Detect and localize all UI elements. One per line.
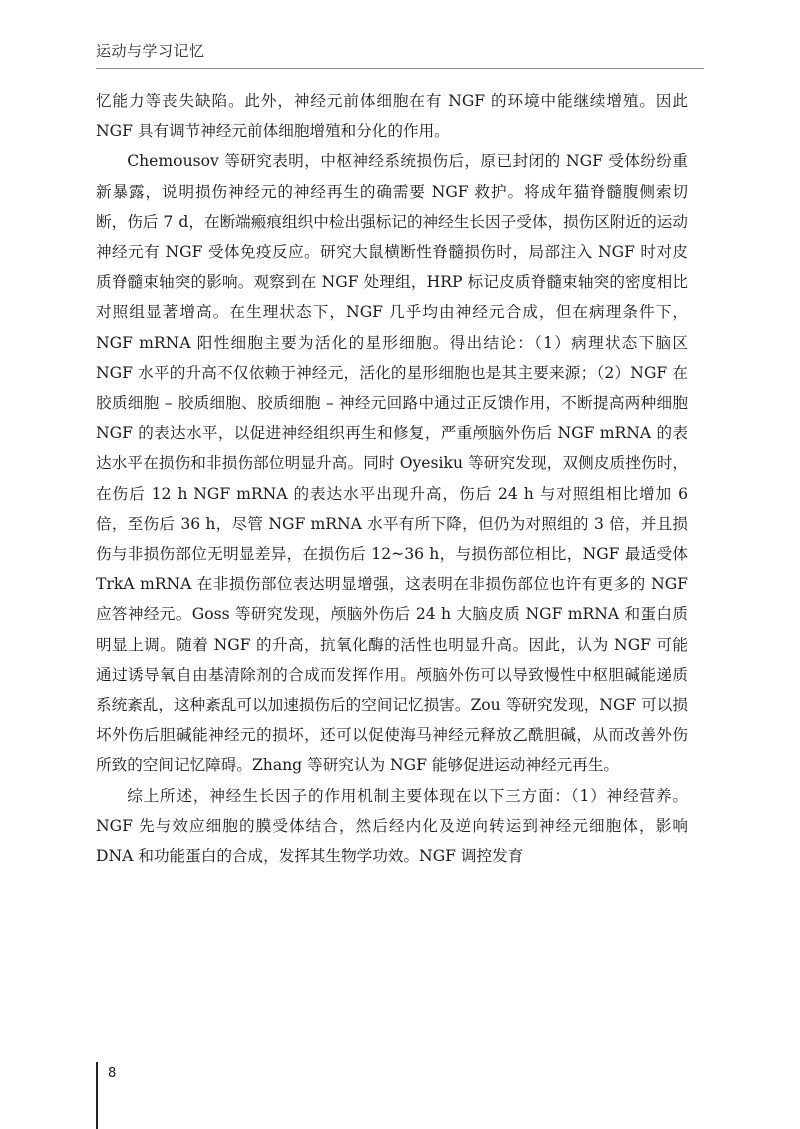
paragraph-ngf-research: Chemousov 等研究表明，中枢神经系统损伤后，原已封闭的 NGF 受体纷纷重新暴露，说明损伤神经元的神经再生的确需要 NGF 救护。将成年猫脊髓腹侧索切断，伤后 7 d，在断端瘢痕组织中检出强标记的神经生长因子受体，损伤区附近的运动神经元有 NGF 受体免疫反应。研究大鼠横断性脊髓损伤时，局部注入 NGF 时对皮质脊髓束轴突的影响。观察到在 NGF 处理组，HRP 标记皮质脊髓束轴突的密度相比对照组显著增高。在生理状态下，NGF 几乎均由神经元合成，但在病理条件下，NGF mRNA 阳性细胞主要为活化的星形细胞。得出结论：（1）病理状态下脑区 NGF 水平的升高不仅依赖于神经元，活化的星形细胞也是其主要来源；（2）NGF 在胶质细胞 – 胶质细胞、胶质细胞 – 神经元回路中通过正反馈作用，不断提高两种细胞 NGF 的表达水平，以促进神经组织再生和修复，严重颅脑外伤后 NGF mRNA 的表达水平在损伤和非损伤部位明显升高。同时 Oyesiku 等研究发现，双侧皮质挫伤时，在伤后 12 h NGF mRNA 的表达水平出现升高，伤后 24 h 与对照组相比增加 6 倍，至伤后 36 h，尽管 NGF mRNA 水平有所下降，但仍为对照组的 3 倍，并且损伤与非损伤部位无明显差异，在损伤后 12~36 h，与损伤部位相比，NGF 最适受体 TrkA mRNA 在非损伤部位表达明显增强，这表明在非损伤部位也许有更多的 NGF 应答神经元。Goss 等研究发现，颅脑外伤后 24 h 大脑皮质 NGF mRNA 和蛋白质明显上调。随着 NGF 的升高，抗氧化酶的活性也明显升高。因此，认为 NGF 可能通过诱导氧自由基清除剂的合成而发挥作用。颅脑外伤可以导致慢性中枢胆碱能递质系统紊乱，这种紊乱可以加速损伤后的空间记忆损害。Zou 等研究发现，NGF 可以损坏外伤后胆碱能神经元的损坏，还可以促使海马神经元释放乙酰胆碱，从而改善外伤所致的空间记忆障碍。Zhang 等研究认为 NGF 能够促进运动神经元再生。: [96, 152, 688, 775]
paragraph-summary: 综上所述，神经生长因子的作用机制主要体现在以下三方面：（1）神经营养。NGF 先与效应细胞的膜受体结合，然后经内化及逆向转运到神经元细胞体，影响 DNA 和功能蛋白的合成，发挥其生物学功效。NGF 调控发育: [96, 786, 688, 866]
footer-vertical-rule: [96, 1062, 98, 1129]
paragraph-continuation: 忆能力等丧失缺陷。此外，神经元前体细胞在有 NGF 的环境中能继续增殖。因此 NGF 具有调节神经元前体细胞增殖和分化的作用。: [96, 92, 688, 141]
running-header-title: 运动与学习记忆: [96, 42, 205, 60]
header-divider: [96, 68, 704, 69]
body-text: [96, 86, 688, 871]
page-number: 8: [108, 1066, 117, 1081]
